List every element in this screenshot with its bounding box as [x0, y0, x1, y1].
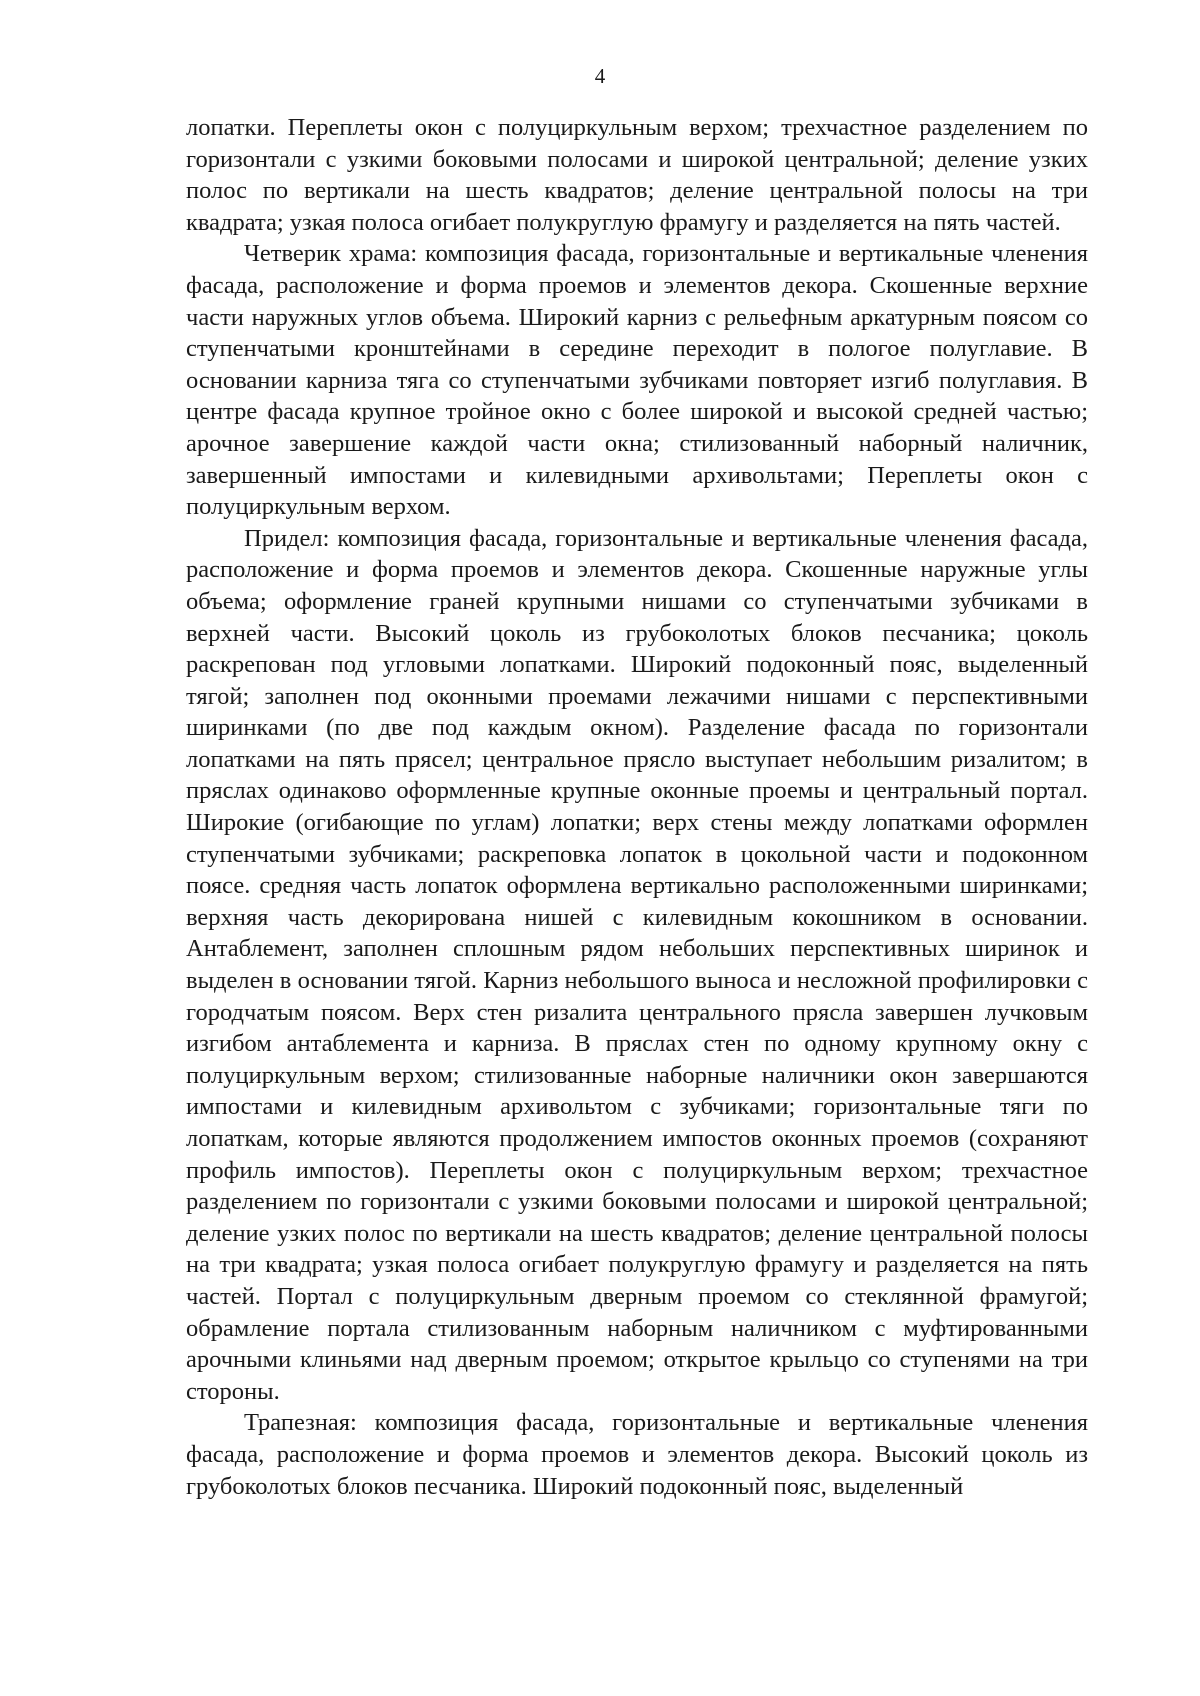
document-body — [186, 112, 1088, 1502]
paragraph-chetverik: Четверик храма: композиция фасада, горизонтальные и вертикальные членения фасада, расположение и форма проемов и элементов декора. Скошенные верхние части наружных углов объема. Широкий карниз с рельефным аркатурным поясом со ступенчатыми кронштейнами в середине переходит в пологое полуглавие. В основании карниза тяга со ступенчатыми зубчиками повторяет изгиб полуглавия. В центре фасада крупное тройное окно с более широкой и высокой средней частью; арочное завершение каждой части окна; стилизованный наборный наличник, завершенный импостами и килевидными архивольтами; Переплеты окон с полуциркульным верхом. — [186, 240, 1088, 521]
paragraph-continuation: лопатки. Переплеты окон с полуциркульным верхом; трехчастное разделением по горизонтали с узкими боковыми полосами и широкой центральной; деление узких полос по вертикали на шесть квадратов; деление центральной полосы на три квадрата; узкая полоса огибает полукруглую фрамугу и разделяется на пять частей. — [186, 114, 1088, 236]
paragraph-trapeznaya: Трапезная: композиция фасада, горизонтальные и вертикальные членения фасада, расположение и форма проемов и элементов декора. Высокий цоколь из грубоколотых блоков песчаника. Широкий подоконный пояс, выделенный — [186, 1409, 1088, 1500]
paragraph-pridel: Придел: композиция фасада, горизонтальные и вертикальные членения фасада, расположение и форма проемов и элементов декора. Скошенные наружные углы объема; оформление граней крупными нишами со ступенчатыми зубчиками в верхней части. Высокий цоколь из грубоколотых блоков песчаника; цоколь раскрепован под угловыми лопатками. Широкий подоконный пояс, выделенный тягой; заполнен под оконными проемами лежачими нишами с перспективными ширинками (по две под каждым окном). Разделение фасада по горизонтали лопатками на пять прясел; центральное прясло выступает небольшим ризалитом; в пряслах одинаково оформленные крупные оконные проемы и центральный портал. Широкие (огибающие по углам) лопатки; верх стены между лопатками оформлен ступенчатыми зубчиками; раскреповка лопаток в цокольной части и подоконном поясе. средняя часть лопаток оформлена вертикально расположенными ширинками; верхняя часть декорирована нишей с килевидным кокошником в основании. Антаблемент, заполнен сплошным рядом небольших перспективных ширинок и выделен в основании тягой. Карниз небольшого выноса и несложной профилировки с городчатым поясом. Верх стен ризалита центрального прясла завершен лучковым изгибом антаблемента и карниза. В пряслах стен по одному крупному окну с полуциркульным верхом; стилизованные наборные наличники окон завершаются импостами и килевидным архивольтом с зубчиками; горизонтальные тяги по лопаткам, которые являются продолжением импостов оконных проемов (сохраняют профиль импостов). Переплеты окон с полуциркульным верхом; трехчастное разделением по горизонтали с узкими боковыми полосами и широкой центральной; деление узких полос по вертикали на шесть квадратов; деление центральной полосы на три квадрата; узкая полоса огибает полукруглую фрамугу и разделяется на пять частей. Портал с полуциркульным дверным проемом со стеклянной фрамугой; обрамление портала стилизованным наборным наличником с муфтированными арочными клиньями над дверным проемом; открытое крыльцо со ступенями на три стороны. — [186, 524, 1088, 1405]
page-number: 4 — [594, 64, 606, 88]
